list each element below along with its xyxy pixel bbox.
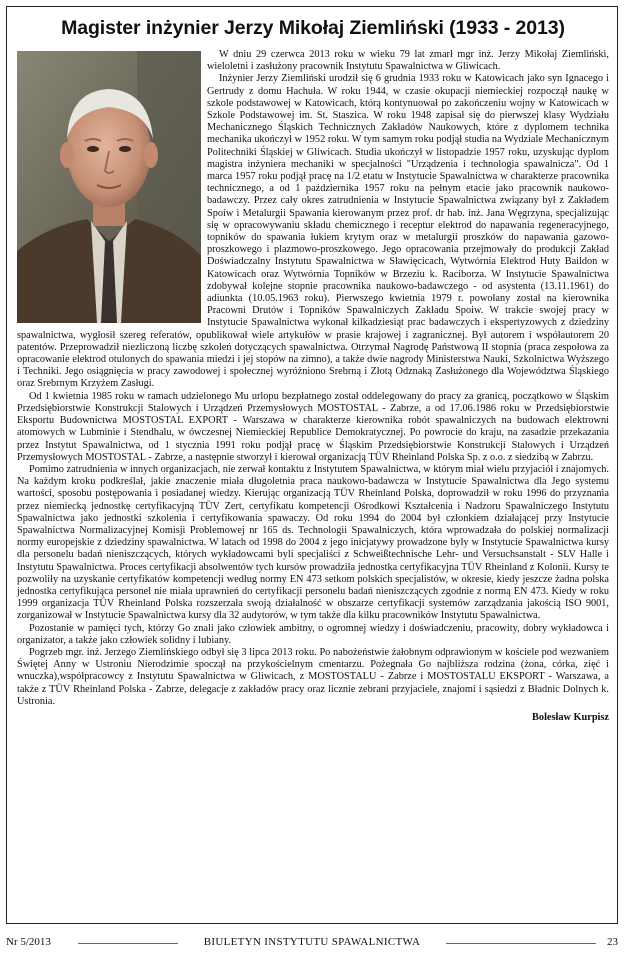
- issue-number: Nr 5/2013: [6, 936, 51, 948]
- paragraph-memory: Pozostanie w pamięci tych, którzy Go znali jako człowiek ambitny, o ogromnej wiedzy i doświadczeniu, pracowity, dobry wykładowca i organizator, a także jako człowiek solidny i lubiany.: [17, 622, 609, 646]
- paragraph-cooperation: Pomimo zatrudnienia w innych organizacjach, nie zerwał kontaktu z Instytutem Spawalnictwa, w którym miał wielu przyjaciół i znajomych. Na każdym kroku podkreślał, jakie znaczenie miała długoletnia praca naukowo-badawcza w Instytucie Spawalnictwa dla Jego systemu wartości, sposobu postępowania i posiadanej wiedzy. Kierując organizacją TÜV Rheinland Polska, doprowadził w roku 1996 do przyznania przez niemiecką jednostkę certyfikacyjną TÜV Zert, certyfikatu kompetencji Ośrodkowi Kształcenia i Nadzoru Spawalniczego Instytutu Spawalnictwa jako jednostki szkolenia i certyfikowania spawaczy. Od roku 1994 do 2004 był członkiem działającej przy Instytucie Spawalnictwa Normalizacyjnej Komisji Problemowej nr 165 ds. Technologii Spawalniczych, która wprowadzała do polskiej normalizacji normy europejskie z dziedziny spawalnictwa. W latach od 1998 do 2004 z jego inicjatywy prowadzone były w Instytucie Spawalnictwa kursy dla personelu badań nieniszczących, których wykładowcami byli specjaliści z Schweißtechnische Lehr- und Versuchsanstalt - SLV Halle i Instytutu Spawalnictwa. Proces certyfikacji absolwentów tych kursów prowadziła jednostka certyfikacyjna TÜV Rheinland z Kolonii. Kursy te pozwoliły na uzyskanie certyfikatów kompetencji według normy EN 473 setkom polskich specjalistów, w okresie, kiedy jeszcze żadna polska jednostka certyfikująca personel nie miała uprawnień do certyfikacji personelu badań nieniszczących zgodnie z normą EN 473. Kiedy w roku 1999 organizacja TÜV Rheinland Polska rozszerzała swoją działalność w obszarze certyfikacji systemów zarządzania jakością ISO 9001, zorganizował w Instytucie Spawalnictwa kursy dla 32 audytorów, w tym także dla kilku pracowników Instytutu Spawalnictwa.: [17, 463, 609, 622]
- page-title: Magister inżynier Jerzy Mikołaj Ziemliński (1933 - 2013): [61, 17, 565, 39]
- article-frame: [6, 6, 618, 924]
- paragraph-biography: Inżynier Jerzy Ziemliński urodził się 6 grudnia 1933 roku w Katowicach jako syn Ignacego i Gertrudy z domu Hachuła. W roku 1944, w czasie okupacji niemieckiej rozpoczął naukę w szkole podstawowej w Katowicach, którą kontynuował po zakończeniu wojny w Katowicach w Szkole Podstawowej im. St. Staszica. W roku 1948 zapisał się do pierwszej klasy Wydziału Mechanicznego Śląskich Technicznych Zakładów Naukowych, które z dyplomem technika mechanika ukończył w 1952 roku. W tym samym roku podjął studia na Wydziale Mechanicznym Politechniki Śląskiej w Gliwicach. Studia ukończył w listopadzie 1957 roku, uzyskując dyplom magistra inżyniera mechaniki w specjalności "Urządzenia i technologia spawalnicza". Od 1 marca 1957 roku podjął pracę na 1/2 etatu w Instytucie Spawalnictwa w charakterze pracownika technicznego, a od 1 października 1957 roku na pełnym etacie jako pracownik naukowo-badawczy. Przez cały okres zatrudnienia w Instytucie Spawalnictwa związany był z Zakładem Spoiw i Metalurgii Spawania kierowanym przez prof. dr hab. inż. Jana Węgrzyna, specjalizując się w opracowywaniu składu chemicznego i receptur elektrod do napawania regeneracyjnego, topników do spawania łukiem krytym oraz w metalurgii proszków do napawania gazowo-proszkowego i plazmowo-proszkowego. Jego opracowania przejmowały do produkcji Zakład Doświadczalny Instytutu Spawalnictwa w Sławięcicach, Wytwórnia Elektrod Huty Baildon w Katowicach oraz Wytwórnia Topników w Brzeziu k. Raciborza. W Instytucie Spawalnictwa zdobywał kolejne stopnie pracownika naukowo-badawczego - od asystenta (13.11.1961) do adiunkta (10.05.1963 roku). Pierwszego kwietnia 1979 r. powołany został na kierownika Pracowni Drutów i Topników Spawalniczych Zakładu Spoiw. W trakcie swojej pracy w Instytucie Spawalnictwa wykonał kilkadziesiąt prac badawczych i ekspertyzowych z dziedziny spawalnictwa, wygłosił szereg referatów, opublikował wiele artykułów w prasie krajowej i zagranicznej. Był autorem i współautorem 20 patentów. Przeprowadził niezliczoną liczbę szkoleń dotyczących spawalnictwa. Otrzymał Nagrodę Państwową II stopnia (praca zespołowa za opracowanie elektrod otulonych do spawania miedzi i jej stopów na zimno), a także dwie nagrody Ministerstwa Nauki, Szkolnictwa Wyższego i Techniki. Jego osiągnięcia w pracy zawodowej i społecznej wyróżniono Srebrną i Złotą Odznaką Zasłużonego dla Województwa Śląskiego oraz Srebrnym Krzyżem Zasługi.: [17, 73, 609, 390]
- author-signature: Bolesław Kurpisz: [532, 711, 609, 723]
- photo-wrap-space: [17, 49, 207, 325]
- page-footer: [6, 936, 618, 950]
- paragraph-intro: W dniu 29 czerwca 2013 roku w wieku 79 lat zmarł mgr inż. Jerzy Mikołaj Ziemliński, wieloletni i zasłużony pracownik Instytutu Spawalnictwa w Gliwicach.: [207, 49, 609, 73]
- paragraph-abroad: Od 1 kwietnia 1985 roku w ramach udzielonego Mu urlopu bezpłatnego został oddelegowany do pracy za granicą, początkowo w Śląskim Przedsiębiorstwie Konstrukcji Stalowych i Urządzeń Przemysłowych MOSTOSTAL - Zabrze, a od 17.06.1986 roku w Przedsiębiorstwie Eksportu Budownictwa MOSTOSTAL EXPORT - Warszawa w charakterze kierownika robót spawalniczych na budowach elektrowni atomowych w Lubminie i Stendhalu, w ówczesnej Niemieckiej Republice Demokratycznej. Po powrocie do kraju, na zasadzie przekazania przez Instytut Spawalnictwa, od 1 stycznia 1991 roku podjął pracę w Śląskim Przedsiębiorstwie Konstrukcji Stalowych i Urządzeń Przemysłowych MOSTOSTAL - Zabrze, a następnie stworzył i kierował organizacją TÜV Rheinland Polska Sp. z o.o. z siedzibą w Zabrzu.: [17, 390, 609, 463]
- page-number: 23: [607, 936, 618, 948]
- article-body: [17, 49, 609, 724]
- footer-divider-right: [446, 943, 596, 944]
- journal-title: BIULETYN INSTYTUTU SPAWALNICTWA: [203, 936, 421, 948]
- paragraph-funeral: Pogrzeb mgr. inż. Jerzego Ziemlińskiego odbył się 3 lipca 2013 roku. Po nabożeństwie żałobnym odprawionym w kościele pod wezwaniem Świętej Anny w Ustroniu Nierodzimie spoczął na przykościelnym cmentarzu. Pożegnała Go najbliższa rodzina (żona, córka, zięć i wnuczka),współpracowcy z Instytutu Spawalnictwa w Gliwicach, z MOSTOSTALU - Zabrze i MOSTOSTALU EKSPORT - Warszawa, a także z TÜV Rheinland Polska - Zabrze, delegacje z zakładów pracy oraz licznie zebrani przyjaciele, znajomi i sąsiedzi z Bładnic Dolnych k. Ustronia.: [17, 646, 609, 707]
